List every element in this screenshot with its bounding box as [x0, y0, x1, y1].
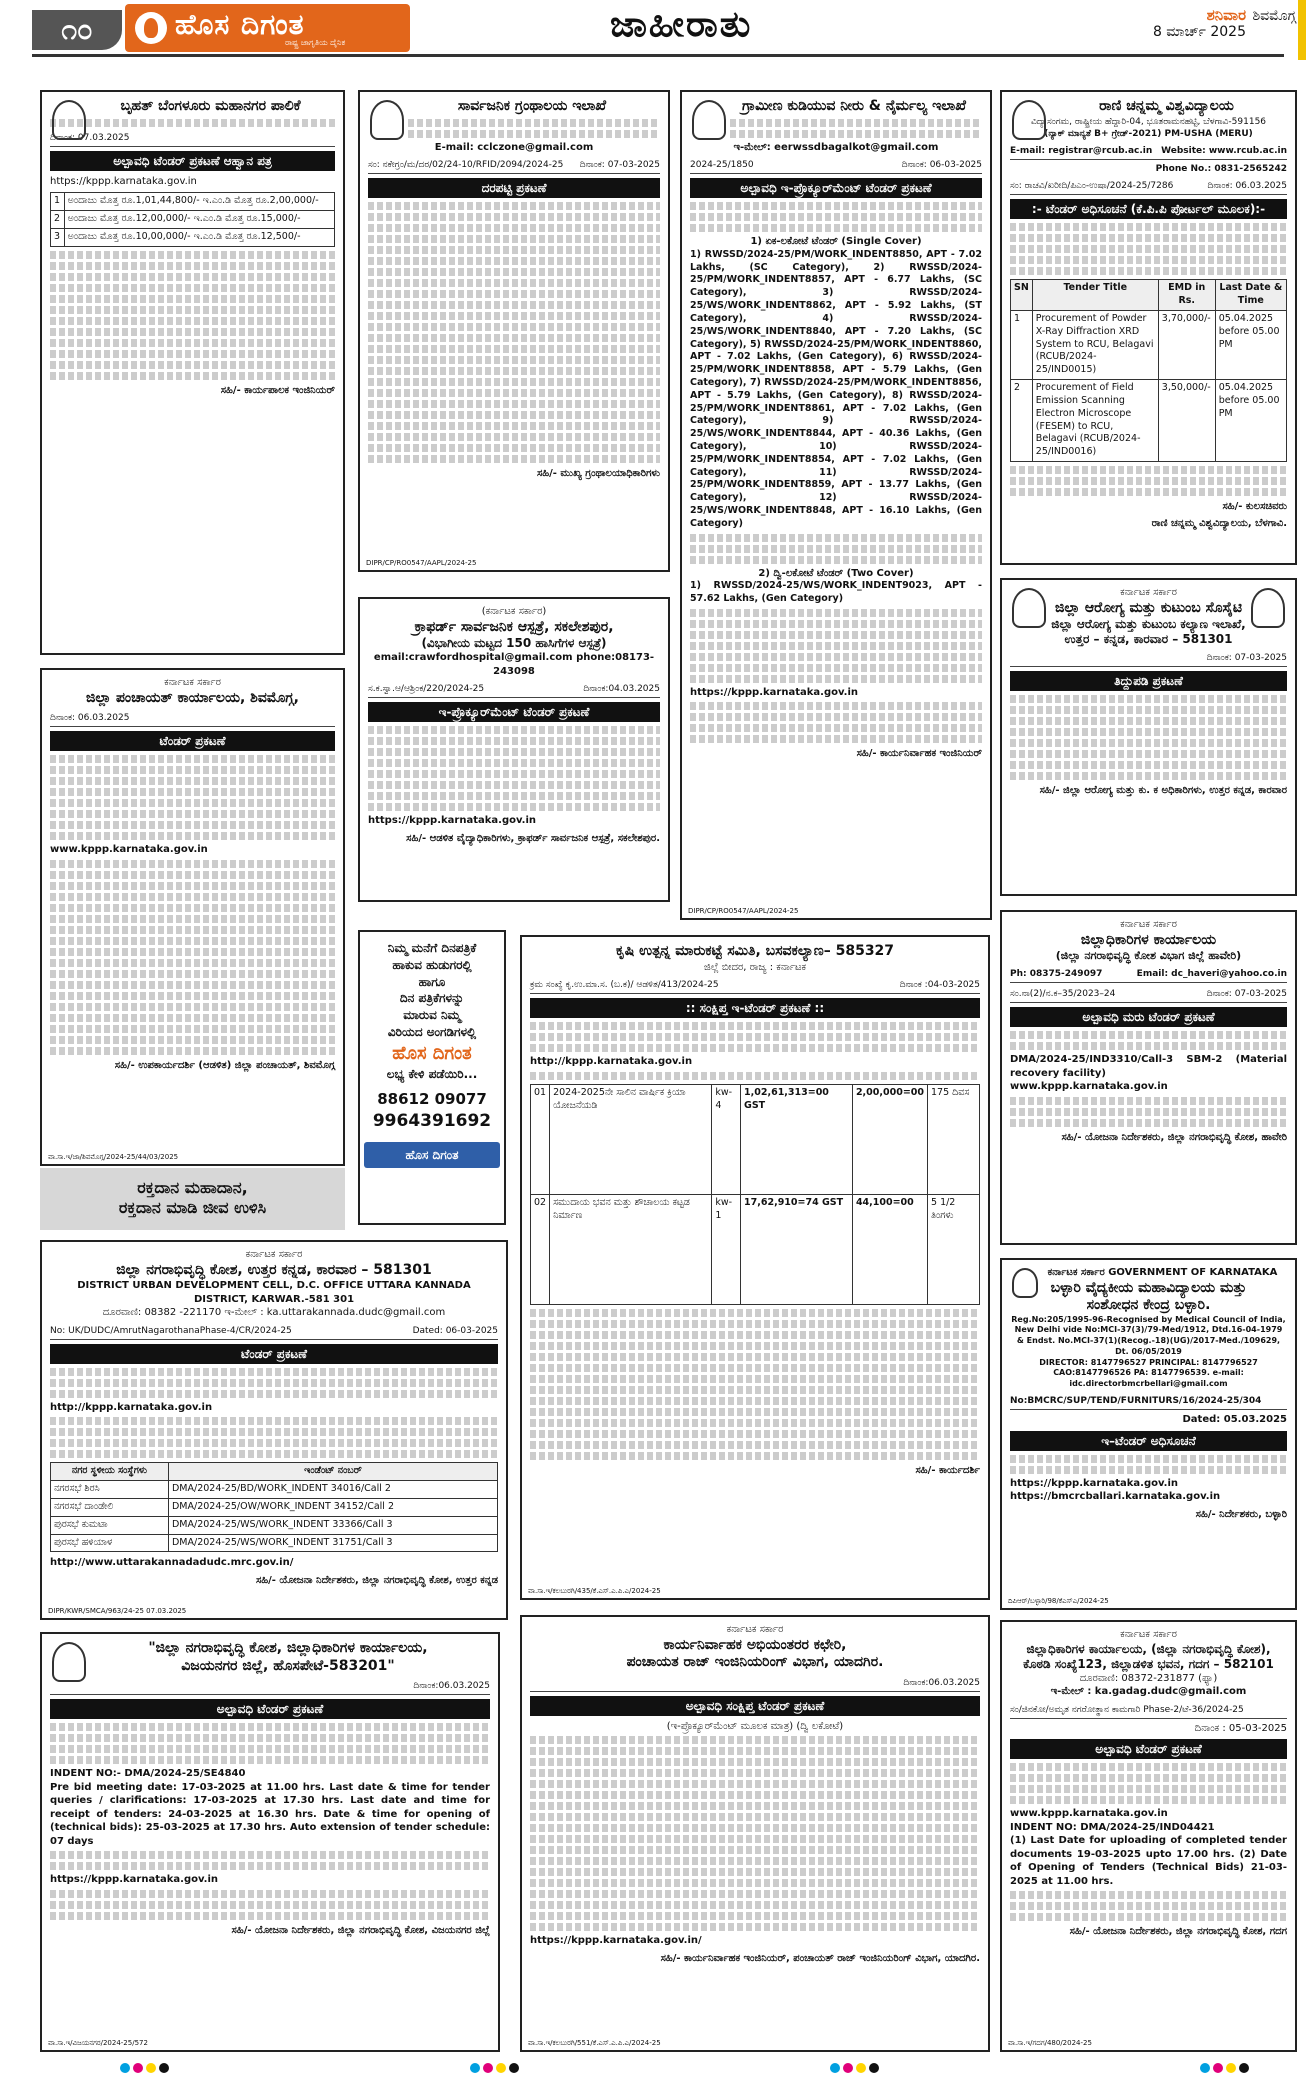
ad-bar: ತಿದ್ದುಪಡಿ ಪ್ರಕಟಣೆ [1010, 671, 1287, 691]
table-row: 2 ಅಂದಾಜು ಮೊತ್ತ ರೂ.12,00,000/- ಇ.ಎಂ.ಡಿ ಮೊತ್ತ ರೂ.15,000/- [51, 211, 335, 229]
ad-sign: ಸಹಿ/- ನಿರ್ದೇಶಕರು, ಬಳ್ಳಾರಿ [1195, 1508, 1287, 1520]
ad-bar: ಅಲ್ಪಾವಧಿ ಇ-ಪ್ರೊಕ್ಯೂರ್‌ಮೆಂಟ್ ಟೆಂಡರ್ ಪ್ರಕಟಣೆ [690, 178, 982, 198]
promo-line: ದಿನ ಪತ್ರಿಕೆಗಳನ್ನು [399, 991, 465, 1006]
ad-email: email:crawfordhospital@gmail.com [373, 652, 573, 663]
emblem-icon [1012, 1268, 1038, 1298]
ad-sign: ಸಹಿ/- ಮುಖ್ಯ ಗ್ರಂಥಾಲಯಾಧಿಕಾರಿಗಳು [536, 468, 660, 480]
ad-title: ಗ್ರಾಮೀಣ ಕುಡಿಯುವ ನೀರು & ನೈರ್ಮಲ್ಯ ಇಲಾಖೆ [742, 98, 966, 114]
ad-ref: ಸಂ: ರಾಚವಿ/ಖರೀದಿ/ಪಿಎಂ-ಉಷಾ/2024-25/7286 [1010, 181, 1174, 192]
ad-ref: ಕ್ರಮ ಸಂಖ್ಯೆ ಕೃ.ಉ.ಮಾ.ಸ. (ಬ.ಕ)/ ಆಡಳಿತ/413/2024-25 [530, 980, 719, 990]
ad-dipr: ವಾ.ಸಾ.ಇ/ಕಲಬುರಗಿ/551/ಕೆ.ಎಸ್.ಎ.ಪಿ.ಎ/2024-25 [528, 2038, 661, 2047]
blood-line-1: ರಕ್ತದಾನ ಮಹಾದಾನ, [137, 1178, 248, 1197]
ad-sign: ಸಹಿ/- ಯೋಜನಾ ನಿರ್ದೇಶಕರು, ಜಿಲ್ಲಾ ನಗರಾಭಿವೃದ್ಧಿ ಕೋಶ, ಗದಗ [1069, 1926, 1287, 1938]
ad-hospital [358, 597, 670, 902]
ad-indent: INDENT NO:- DMA/2024-25/SE4840 [50, 1768, 246, 1780]
ad-bar: ಅಲ್ಪಾವಧಿ ಟೆಂಡರ್ ಪ್ರಕಟಣೆ [1010, 1739, 1287, 1759]
emblem-icon [52, 100, 86, 140]
ad-dipr: DIPR/KWR/SMCA/963/24-25 07.03.2025 [48, 1606, 187, 1615]
ad-date: ದಿನಾಂಕ: 06.03.2025 [1207, 181, 1287, 192]
ad-dipr: DIPR/CP/RO0547/AAPL/2024-25 [366, 558, 477, 567]
table-row: ಪುರಸಭೆ ಕುಮಟಾ DMA/2024-25/WS/WORK_INDENT 33366/Call 3 [51, 1516, 498, 1534]
ad-ref: 2024-25/1850 [690, 160, 754, 170]
ad-portal: https://kppp.karnataka.gov.in [1010, 1477, 1179, 1489]
day: ಶನಿವಾರ [1206, 6, 1246, 24]
ad-sign: ಸಹಿ/- ಕಾರ್ಯನಿರ್ವಾಹಕ ಇಂಜಿನಿಯರ್, ಪಂಚಾಯತ್ ರಾಜ್ ಇಂಜಿನಿಯರಿಂಗ್ ವಿಭಾಗ, ಯಾದಗಿರ. [660, 1952, 980, 1964]
ad-dipr: DIPR/CP/RO0547/AAPL/2024-25 [688, 906, 799, 915]
apmc-table [530, 1084, 980, 1305]
ad-date: Dated: 06-03-2025 [412, 1325, 498, 1336]
ad-bbmp [40, 90, 345, 655]
masthead-rule [32, 54, 1284, 57]
ad-title: ಕಾರ್ಯನಿರ್ವಾಹಕ ಅಭಿಯಂತರರ ಕಛೇರಿ, [663, 1636, 847, 1653]
emblem-icon [1012, 588, 1046, 628]
ad-email: Email: dc_haveri@yahoo.co.in [1136, 968, 1287, 979]
emblem-icon [370, 100, 404, 140]
ad-dudc-karwar [40, 1240, 508, 1620]
ad-dipr: ವಾ.ಸಾ.ಇ/ಗದಗ/480/2024-25 [1008, 2038, 1092, 2047]
ad-bar: ಟೆಂಡರ್ ಪ್ರಕಟಣೆ [50, 731, 335, 751]
ad-title: ಜಿಲ್ಲಾ ಆರೋಗ್ಯ ಮತ್ತು ಕುಟುಂಬ ಸೊಸೈಟಿ [1054, 599, 1243, 616]
karwar-table: ನಗರ ಸ್ಥಳೀಯ ಸಂಸ್ಥೆಗಳು ಇಂಡೆಂಟ್ ನಂಬರ್ ನಗರಸಭೆ ಶಿರಸಿ DMA/2024-25/BD/WORK_INDENT 34016/Call 2 ನಗರಸಭೆ ದಾಂಡೇಲಿ DMA/2024-25/OW/WORK_INDENT 34152/Call 2 ಪುರಸಭೆ ಕುಮಟಾ DMA/2024-25/WS/WORK_INDENT 33366/Call 3 ಪುರಸಭೆ ಹಳಿಯಾಳ DMA/2024-25/WS/WORK_INDENT 31751/Call 3 [50, 1462, 498, 1552]
ad-title: ಬೃಹತ್ ಬೆಂಗಳೂರು ಮಹಾನಗರ ಪಾಲಿಕೆ [120, 98, 301, 114]
ad-ref: ಸಂ: ನಕೇಗ್ರಂ/ಮ/ದರ/02/24-10/RFID/2094/2024-25 [368, 160, 564, 170]
promo-line: ವಿರಿಯದ ಅಂಗಡಿಗಳಲ್ಲಿ [387, 1024, 477, 1039]
ad-bar: ಅಲ್ಪಾವಧಿ ಸಂಕ್ಷಿಪ್ತ ಟೆಂಡರ್ ಪ್ರಕಟಣೆ [530, 1696, 980, 1716]
ad-title-2: ವಿಜಯನಗರ ಜಿಲ್ಲೆ, ಹೊಸಪೇಟೆ-583201" [181, 1657, 395, 1674]
ad-bar: ಟೆಂಡರ್ ಪ್ರಕಟಣೆ [50, 1344, 498, 1364]
table-row: ಪುರಸಭೆ ಹಳಿಯಾಳ DMA/2024-25/WS/WORK_INDENT 31751/Call 3 [51, 1534, 498, 1552]
ad-ref: No: UK/DUDC/AmrutNagarothanaPhase-4/CR/2024-25 [50, 1325, 292, 1336]
date: 8 ಮಾರ್ಚ್ 2025 [1152, 24, 1246, 40]
promo-phone: 9964391692 [372, 1110, 492, 1131]
table-row: 2 Procurement of Field Emission Scanning Electron Microscope (FESEM) to RCU, Belagavi (RCUB/2024-25/IND0016) 3,50,000/- 05.04.2025 before 05.00 PM [1011, 380, 1287, 462]
ad-title: ಸಾರ್ವಜನಿಕ ಗ್ರಂಥಾಲಯ ಇಲಾಖೆ [457, 98, 607, 114]
brand-name: ಹೊಸ ದಿಗಂತ [175, 8, 305, 41]
ad-title: "ಜಿಲ್ಲಾ ನಗರಾಭಿವೃದ್ಧಿ ಕೋಶ, ಜಿಲ್ಲಾಧಿಕಾರಿಗಳ ಕಾರ್ಯಾಲಯ, [148, 1640, 428, 1656]
ad-date: ದಿನಾಂಕ: 06.03.2025 [50, 713, 130, 723]
ad-indent: DMA/2024-25/IND3310/Call-3 SBM-2 (Material recovery facility) [1010, 1054, 1287, 1079]
ad-portal: www.kppp.karnataka.gov.in [50, 844, 208, 856]
ad-health-karwar [1000, 578, 1297, 896]
ad-title-2: ಸಂಶೋಧನ ಕೇಂದ್ರ ಬಳ್ಳಾರಿ. [1086, 1297, 1211, 1313]
brand-tagline: ರಾಷ್ಟ್ರ ಜಾಗೃತಿಯ ದೈನಿಕ [285, 38, 346, 47]
ad-gov: ಕರ್ನಾಟಕ ಸರ್ಕಾರ [1120, 919, 1177, 930]
ad-sign: ಸಹಿ/- ಉಪಕಾರ್ಯದರ್ಶಿ (ಆಡಳಿತ) ಜಿಲ್ಲಾ ಪಂಚಾಯತ್, ಶಿವಮೊಗ್ಗ [114, 1059, 335, 1071]
emblem-icon [1012, 100, 1046, 140]
single-cover-list: 1) RWSSD/2024-25/PM/WORK_INDENT8850, APT - 7.02 Lakhs, (SC Category), 2) RWSSD/2024-25/PM/WORK_INDENT8857, APT - 6.77 Lakhs, (SC Category), 3) RWSSD/2024-25/WS/WORK_INDENT8862, APT - 5.92 Lakhs, (ST Category), 4) RWSSD/2024-25/WS/WORK_INDENT8840, APT - 7.20 Lakhs, (SC Category), 5) RWSSD/2024-25/PM/WORK_INDENT8860, APT - 7.02 Lakhs, (Gen Category), 6) RWSSD/2024-25/PM/WORK_INDENT8858, APT - 5.79 Lakhs, (Gen Category), 7) RWSSD/2024-25/PM/WORK_INDENT8856, APT - 5.79 Lakhs, (Gen Category), 8) RWSSD/2024-25/PM/WORK_INDENT8861, APT - 7.02 Lakhs, (Gen Category), 9) RWSSD/2024-25/WS/WORK_INDENT8844, APT - 40.36 Lakhs, (Gen Category), 10) RWSSD/2024-25/PM/WORK_INDENT8854, APT - 7.02 Lakhs, (Gen Category), 11) RWSSD/2024-25/PM/WORK_INDENT8859, APT - 13.77 Lakhs, (Gen Category), 12) RWSSD/2024-25/WS/WORK_INDENT8848, APT - 16.10 Lakhs, (Gen Category) [690, 248, 982, 529]
two-cover-list: 1) RWSSD/2024-25/WS/WORK_INDENT9023, APT - 57.62 Lakhs, (Gen Category) [690, 580, 982, 605]
ad-date: ದಿನಾಂಕ:06.03.2025 [903, 1677, 980, 1688]
ad-ref: ಸ.ಕ.ಸ್ವಾ.ಆ/ಆಶ್ರಿಂಕ/220/2024-25 [368, 684, 485, 694]
ad-subtitle: (ವಿಭಾಗೀಯ ಮಟ್ಟದ 150 ಹಾಸಿಗೆಗಳ ಆಸ್ಪತ್ರೆ) [421, 636, 607, 650]
bbmp-table [50, 192, 335, 246]
promo-brand-strip: ಹೊಸ ದಿಗಂತ [364, 1142, 500, 1168]
ad-phone: ದೂರವಾಣಿ: 08372-231877 (ಫ್ಯಾ) [1079, 1672, 1218, 1684]
ad-links: http://www.uttarakannadadudc.mrc.gov.in/ [50, 1557, 294, 1569]
ad-zp-shimoga [40, 668, 345, 1166]
table-row: ನಗರಸಭೆ ಶಿರಸಿ DMA/2024-25/BD/WORK_INDENT 34016/Call 2 [51, 1481, 498, 1499]
ad-title-2: ಕೊಠಡಿ ಸಂಖ್ಯೆ123, ಜಿಲ್ಲಾಡಳಿತ ಭವನ, ಗದಗ – 582101 [1023, 1656, 1274, 1671]
promo-line: ನಿಮ್ಮ ಮನೆಗೆ ದಿನಪತ್ರಿಕೆ [387, 941, 477, 955]
masthead [0, 0, 1306, 56]
ad-date: ದಿನಾಂಕ: 07.03.2025 [50, 132, 130, 143]
emblem-icon [692, 100, 726, 140]
ad-dudc-gadag [1000, 1620, 1297, 2052]
ad-email: idc.directorbmcrbellari@gmail.com [1069, 1379, 1228, 1389]
edition: ಶಿವಮೊಗ್ಗ [1252, 8, 1296, 24]
ad-date: ದಿನಾಂಕ: 06-03-2025 [901, 160, 982, 170]
ad-rdws [680, 90, 992, 920]
ad-phone: Phone No.: 0831-2565242 [1155, 163, 1287, 174]
ad-sub: ಜಿಲ್ಲೆ ಬೀದರ, ರಾಜ್ಯ : ಕರ್ನಾಟಕ [703, 961, 807, 973]
ad-title-3: ಉತ್ತರ – ಕನ್ನಡ, ಕಾರವಾರ – 581301 [1064, 632, 1233, 646]
promo-line: ಮಾರುವ ನಿಮ್ಮ [403, 1008, 461, 1023]
ad-sign: ಸಹಿ/- ಆಡಳಿತ ವೈದ್ಯಾಧಿಕಾರಿಗಳು, ಕ್ರಾಫರ್ಡ್ ಸಾರ್ವಜನಿಕ ಆಸ್ಪತ್ರೆ, ಸಕಲೇಶಪುರ. [406, 832, 660, 844]
ad-pwd-yadgir [520, 1615, 990, 2052]
promo-brand: ಹೊಸ ದಿಗಂತ [392, 1042, 472, 1064]
promo-phone: 88612 09077 [377, 1089, 487, 1108]
table-row: 1 ಅಂದಾಜು ಮೊತ್ತ ರೂ.1,01,44,800/- ಇ.ಎಂ.ಡಿ ಮೊತ್ತ ರೂ.2,00,000/- [51, 193, 335, 211]
ad-bar: :: ಸಂಕ್ಷಿಪ್ತ ಇ-ಟೆಂಡರ್ ಪ್ರಕಟಣೆ :: [530, 998, 980, 1018]
ad-dates: (1) Last Date for uploading of completed tender documents 19-03-2025 upto 17.00 hrs. (2) Date of Opening of Tenders (Technical Bids) 21-03-2025 at 11.00 hrs. [1010, 1835, 1287, 1887]
ad-bmcri [1000, 1258, 1297, 1610]
ad-gov: ಕರ್ನಾಟಕ ಸರ್ಕಾರ [245, 1249, 303, 1260]
ad-email: ಇ-ಮೇಲ್: eerwssdbagalkot@gmail.com [733, 141, 939, 153]
promo-line: ಹಾಗೂ [418, 974, 446, 989]
ad-dipr: ವಾ.ಸಾ.ಇ/ವಿಜಯನಗರ/2024-25/572 [48, 2038, 148, 2047]
ad-sign: ಸಹಿ/- ಯೋಜನಾ ನಿರ್ದೇಶಕರು, ಜಿಲ್ಲಾ ನಗರಾಭಿವೃದ್ಧಿ ಕೋಶ, ಹಾವೇರಿ [1061, 1131, 1287, 1143]
ad-phone: DIRECTOR: 8147796527 PRINCIPAL: 8147796527 [1039, 1357, 1258, 1367]
ad-portal: www.kppp.karnataka.gov.in [1010, 1808, 1168, 1820]
ad-title: ಕೃಷಿ ಉತ್ಪನ್ನ ಮಾರುಕಟ್ಟೆ ಸಮಿತಿ, ಬಸವಕಲ್ಯಾಣ– 585327 [615, 943, 895, 959]
emblem-icon [52, 1642, 86, 1682]
ad-title-2: ಜಿಲ್ಲಾ ಆರೋಗ್ಯ ಮತ್ತು ಕುಟುಂಬ ಕಲ್ಯಾಣ ಇಲಾಖೆ, [1051, 617, 1246, 631]
ad-bar: ಅಲ್ಪಾವಧಿ ಟೆಂಡರ್ ಪ್ರಕಟಣೆ [50, 1699, 490, 1719]
brand-banner [125, 4, 410, 52]
promo-line: ಲಭ್ಯ ಕೇಳಿ ಪಡೆಯಿರಿ... [386, 1066, 478, 1081]
ad-rcu [1000, 90, 1297, 565]
ad-portal: https://kppp.karnataka.gov.in [690, 686, 859, 698]
ad-gov: ಕರ್ನಾಟಕ ಸರ್ಕಾರ [1120, 1629, 1177, 1640]
ad-title: ಕ್ರಾಫರ್ಡ್ ಸಾರ್ವಜನಿಕ ಆಸ್ಪತ್ರೆ, ಸಕಲೇಶಪುರ, [414, 618, 614, 635]
ad-ref: ಸಂ.ನಾ(2)/ನ.ಕ–35/2023–24 [1010, 988, 1116, 999]
ad-sign: ಸಹಿ/- ಕಾರ್ಯನಿರ್ವಾಹಕ ಇಂಜಿನಿಯರ್ [856, 748, 982, 760]
ad-dc-haveri [1000, 910, 1297, 1245]
ad-ref: ಸಂ/ಜಿನಕೋ/ಅಮೃತ ನಗರೋತ್ಥಾನ ಕಾಮಗಾರಿ Phase-2/ಟೆ-36/2024-25 [1010, 1704, 1244, 1715]
dateline [1153, 6, 1246, 40]
ad-bar: ಇ–ಟೆಂಡರ್ ಅಧಿಸೂಚನೆ [1010, 1431, 1287, 1451]
ad-phone: Ph: 08375-249097 [1010, 968, 1103, 979]
ad-address: ವಿದ್ಯಾಸಂಗಮ, ರಾಷ್ಟ್ರೀಯ ಹೆದ್ದಾರಿ-04, ಭೂತರಾಮನಹಟ್ಟಿ, ಬೆಳಗಾವಿ-591156 [1030, 116, 1267, 127]
ad-bar: ದರಪಟ್ಟಿ ಪ್ರಕಟಣೆ [368, 178, 660, 198]
ad-sign: ಸಹಿ/- ಕಾರ್ಯಪಾಲಕ ಇಂಜಿನಿಯರ್ [220, 384, 335, 396]
ad-portal: https://kppp.karnataka.gov.in/ [530, 1935, 702, 1947]
ad-portal: www.kppp.karnataka.gov.in [1010, 1081, 1168, 1093]
table-row: ನಗರಸಭೆ ದಾಂಡೇಲಿ DMA/2024-25/OW/WORK_INDENT 34152/Call 2 [51, 1498, 498, 1516]
ad-date: Dated: 05.03.2025 [1182, 1414, 1287, 1426]
section-title: ಜಾಹೀರಾತು [610, 4, 753, 45]
ad-portal: http://kppp.karnataka.gov.in [50, 1401, 213, 1413]
ad-gov: ಕರ್ನಾಟಕ ಸರ್ಕಾರ [726, 1624, 784, 1635]
registration-mark [120, 2063, 169, 2073]
ad-bar: ಅಲ್ಪಾವಧಿ ಟೆಂಡರ್ ಪ್ರಕಟಣೆ ಆಹ್ವಾನ ಪತ್ರ [50, 151, 335, 171]
ad-bar: ಇ-ಪ್ರೊಕ್ಯೂರ್‌ಮೆಂಟ್ ಟೆಂಡರ್ ಪ್ರಕಟಣೆ [368, 702, 660, 722]
promo-line: ಹಾಕುವ ಹುಡುಗರಲ್ಲಿ [392, 957, 472, 972]
ad-portal: https://kppp.karnataka.gov.in [50, 175, 197, 187]
registration-mark [830, 2063, 879, 2073]
ad-gov: ಕರ್ನಾಟಕ ಸರ್ಕಾರ [164, 677, 221, 688]
ad-title: ಜಿಲ್ಲಾಧಿಕಾರಿಗಳ ಕಾರ್ಯಾಲಯ [1080, 931, 1217, 948]
ad-gov: (ಕರ್ನಾಟಕ ಸರ್ಕಾರ) [481, 606, 547, 617]
promo-box [358, 930, 506, 1225]
ad-title-2: ಪಂಚಾಯತ ರಾಜ್ ಇಂಜಿನಿಯರಿಂಗ್ ವಿಭಾಗ, ಯಾದಗಿರ. [626, 1654, 884, 1670]
ad-portal-2: https://bmcrcballari.karnataka.gov.in [1010, 1491, 1221, 1503]
ad-phone: phone:08173-243098 [493, 652, 655, 677]
ad-date: ದಿನಾಂಕ: 07-03-2025 [1206, 988, 1287, 999]
ad-cao: CAO:8147796526 PA: 8147796539. e-mail: [1053, 1368, 1244, 1378]
ad-dipr: ದಿಪಿಆರ್/ಬಳ್ಳಾರಿ/98/ಕೆಎಸ್‌ಎ/2024-25 [1008, 1596, 1109, 1605]
blood-donation-banner [40, 1168, 345, 1230]
ad-naac: (ನ್ಯಾಕ್ ಮಾನ್ಯತೆ B+ ಗ್ರೇಡ್-2021) PM-USHA (MERU) [1044, 128, 1253, 139]
ad-sign: ಸಹಿ/- ಯೋಜನಾ ನಿರ್ದೇಶಕರು, ಜಿಲ್ಲಾ ನಗರಾಭಿವೃದ್ಧಿ ಕೋಶ, ಉತ್ತರ ಕನ್ನಡ [255, 1574, 498, 1586]
table-row: 01 2024-2025ನೇ ಸಾಲಿನ ವಾರ್ಷಿಕ ಕ್ರಿಯಾ ಯೋಜನೆಯಡಿ kw-4 1,02,61,313=00 GST 2,00,000=00 175 ದಿವಸ [531, 1084, 980, 1194]
rcu-table: SN Tender Title EMD in Rs. Last Date & Time 1 Procurement of Powder X-Ray Diffraction XRD System to RCU, Belagavi (RCUB/2024-25/IND0015) 3,70,000/- 05.04.2025 before 05.00 PM 2 Procurement of Field Emission Scanning Electron Microscope (FESEM) to RCU, Belagavi (RCUB/2024-25/IND0016) 3,50,000/- 05.04.2025 before 05.00 PM [1010, 279, 1287, 462]
ad-sign: ಸಹಿ/- ಕಾರ್ಯದರ್ಶಿ [915, 1464, 980, 1476]
emblem-icon [1251, 588, 1285, 628]
registration-mark [470, 2063, 519, 2073]
ad-library [358, 90, 670, 572]
ad-portal: http://kppp.karnataka.gov.in [530, 1056, 693, 1068]
ad-portal: https://kppp.karnataka.gov.in [368, 815, 537, 827]
ad-website: Website: www.rcub.ac.in [1161, 145, 1287, 156]
ad-date: ದಿನಾಂಕ :04-03-2025 [899, 980, 980, 990]
ad-title: ಜಿಲ್ಲಾ ನಗರಾಭಿವೃದ್ಧಿ ಕೋಶ, ಉತ್ತರ ಕನ್ನಡ, ಕಾರವಾರ – 581301 [116, 1261, 432, 1278]
ad-email: E-mail: registrar@rcub.ac.in [1010, 145, 1153, 156]
ad-sign: ಸಹಿ/- ಯೋಜನಾ ನಿರ್ದೇಶಕರು, ಜಿಲ್ಲಾ ನಗರಾಭಿವೃದ್ಧಿ ಕೋಶ, ವಿಜಯನಗರ ಜಿಲ್ಲೆ [231, 1924, 490, 1936]
ad-date: ದಿನಾಂಕ:04.03.2025 [583, 684, 660, 694]
ad-date: ದಿನಾಂಕ: 07-03-2025 [579, 160, 660, 170]
ad-email: E-mail: cclczone@gmail.com [434, 141, 594, 153]
ad-bar: ಅಲ್ಪಾವಧಿ ಮರು ಟೆಂಡರ್ ಪ್ರಕಟಣೆ [1010, 1007, 1287, 1027]
ad-title-2: (ಜಿಲ್ಲಾ ನಗರಾಭಿವೃದ್ಧಿ ಕೋಶ ವಿಭಾಗ ಜಿಲ್ಲೆ ಹಾವೇರಿ) [1055, 949, 1242, 962]
ad-title: ಜಿಲ್ಲಾ ಪಂಚಾಯತ್ ಕಾರ್ಯಾಲಯ, ಶಿವಮೊಗ್ಗ, [86, 689, 299, 706]
ad-date: ದಿನಾಂಕ : 05-03-2025 [1194, 1722, 1287, 1734]
table-row: 02 ಸಮುದಾಯ ಭವನ ಮತ್ತು ಶೌಚಾಲಯ ಕಟ್ಟಡ ನಿರ್ಮಾಣ kw-1 17,62,910=74 GST 44,100=00 5 1/2 ತಿಂಗಳು [531, 1194, 980, 1304]
ad-gov: ಕರ್ನಾಟಕ ಸರ್ಕಾರ GOVERNMENT OF KARNATAKA [1047, 1267, 1278, 1278]
ad-title-en: DISTRICT URBAN DEVELOPMENT CELL, D.C. OFFICE UTTARA KANNADA DISTRICT, KARWAR.-581 301 [77, 1280, 471, 1305]
ad-gov: ಕರ್ನಾಟಕ ಸರ್ಕಾರ [1120, 587, 1177, 598]
ad-indent: INDENT NO: DMA/2024-25/IND04421 [1010, 1821, 1215, 1833]
two-cover-head: 2) ದ್ವಿ-ಲಕೋಟೆ ಟೆಂಡರ್ (Two Cover) [758, 567, 914, 579]
ad-reg: Reg.No:205/1995-96-Recognised by Medical Council of India, New Delhi vide No:MCI-37(3)/79-Med/1912, Dtd.16-04-1979 & Endst. No.MCI-37(1)(Recog.-18)(UG)/2017-Med./109629, Dt. 06/05/2019 [1011, 1314, 1286, 1356]
ad-title: ರಾಣಿ ಚನ್ನಮ್ಮ ವಿಶ್ವವಿದ್ಯಾಲಯ [1099, 98, 1234, 114]
table-row: 3 ಅಂದಾಜು ಮೊತ್ತ ರೂ.10,00,000/- ಇ.ಎಂ.ಡಿ ಮೊತ್ತ ರೂ.12,500/- [51, 228, 335, 246]
ad-date: ದಿನಾಂಕ: 07-03-2025 [1206, 653, 1287, 663]
ad-email: ಇ-ಮೇಲ್ : ka.gadag.dudc@gmail.com [1050, 1686, 1247, 1697]
ad-apmc [520, 935, 990, 1600]
ad-portal: https://kppp.karnataka.gov.in [50, 1874, 219, 1886]
blood-line-2: ರಕ್ತದಾನ ಮಾಡಿ ಜೀವ ಉಳಿಸಿ [118, 1198, 267, 1217]
table-row: 1 Procurement of Powder X-Ray Diffraction XRD System to RCU, Belagavi (RCUB/2024-25/IND0015) 3,70,000/- 05.04.2025 before 05.00 PM [1011, 311, 1287, 380]
ad-sign: ಸಹಿ/- ಜಿಲ್ಲಾ ಆರೋಗ್ಯ ಮತ್ತು ಕು. ಕ ಅಧಿಕಾರಿಗಳು, ಉತ್ತರ ಕನ್ನಡ, ಕಾರವಾರ [1039, 785, 1287, 797]
ad-ref: No:BMCRC/SUP/TEND/FURNITURS/16/2024-25/304 [1010, 1396, 1262, 1407]
ad-dudc-hosapete [40, 1632, 500, 2052]
ad-title: ಜಿಲ್ಲಾಧಿಕಾರಿಗಳ ಕಾರ್ಯಾಲಯ, (ಜಿಲ್ಲಾ ನಗರಾಭಿವೃದ್ಧಿ ಕೋಶ), [1026, 1641, 1271, 1656]
single-cover-head: 1) ಏಕ-ಲಕೋಟೆ ಟೆಂಡರ್ (Single Cover) [750, 236, 922, 248]
ad-subbar: (ಇ-ಪ್ರೊಕ್ಯೂರ್‌ಮೆಂಟ್ ಮೂಲಕ ಮಾತ್ರ) (ದ್ವಿ ಲಕೋಟೆ) [666, 1720, 844, 1732]
ad-date: ದಿನಾಂಕ:06.03.2025 [413, 1681, 490, 1691]
ad-title: ಬಳ್ಳಾರಿ ವೈದ್ಯಕೀಯ ಮಹಾವಿದ್ಯಾಲಯ ಮತ್ತು [1050, 1279, 1247, 1296]
ad-dipr: ವಾ.ಸಾ.ಇ/ಜಾ/ಶಿವಮೊಗ್ಗ/2024-25/44/03/2025 [48, 1152, 179, 1161]
ad-dipr: ವಾ.ಸಾ.ಇ/ಕಲಬುರಗಿ/435/ಕೆ.ಎಸ್.ಎ.ಪಿ.ಎ/2024-25 [528, 1586, 661, 1595]
ad-email: ದೂರವಾಣಿ: 08382 -221170 ಇ-ಮೇಲ್ : ka.uttarakannada.dudc@gmail.com [102, 1307, 446, 1318]
ad-prebid: Pre bid meeting date: 17-03-2025 at 11.00 hrs. Last date & time for tender queries / clarifications: 17-03-2025 at 17.30 hrs. Last date and time for receipt of tenders: 24-03-2025 at 16.30 hrs. Date & time for opening of (technical bids): 25-03-2025 at 17.30 hrs. Auto extension of tender schedule: 07 days [50, 1781, 490, 1847]
ad-sign: ಸಹಿ/- ಕುಲಸಚಿವರು [1222, 500, 1287, 512]
registration-mark [1200, 2063, 1249, 2073]
ad-bar: :- ಟೆಂಡರ್ ಅಧಿಸೂಚನೆ (ಕೆ.ಪಿ.ಪಿ ಪೋರ್ಟಲ್ ಮೂಲಕ):- [1010, 199, 1287, 219]
ad-sign-2: ರಾಣಿ ಚನ್ನಮ್ಮ ವಿಶ್ವವಿದ್ಯಾಲಯ, ಬೆಳಗಾವಿ. [1151, 518, 1287, 530]
side-strip [1298, 0, 1306, 60]
page-number: ೧೦ [32, 10, 122, 50]
brand-logo-icon [135, 12, 167, 44]
